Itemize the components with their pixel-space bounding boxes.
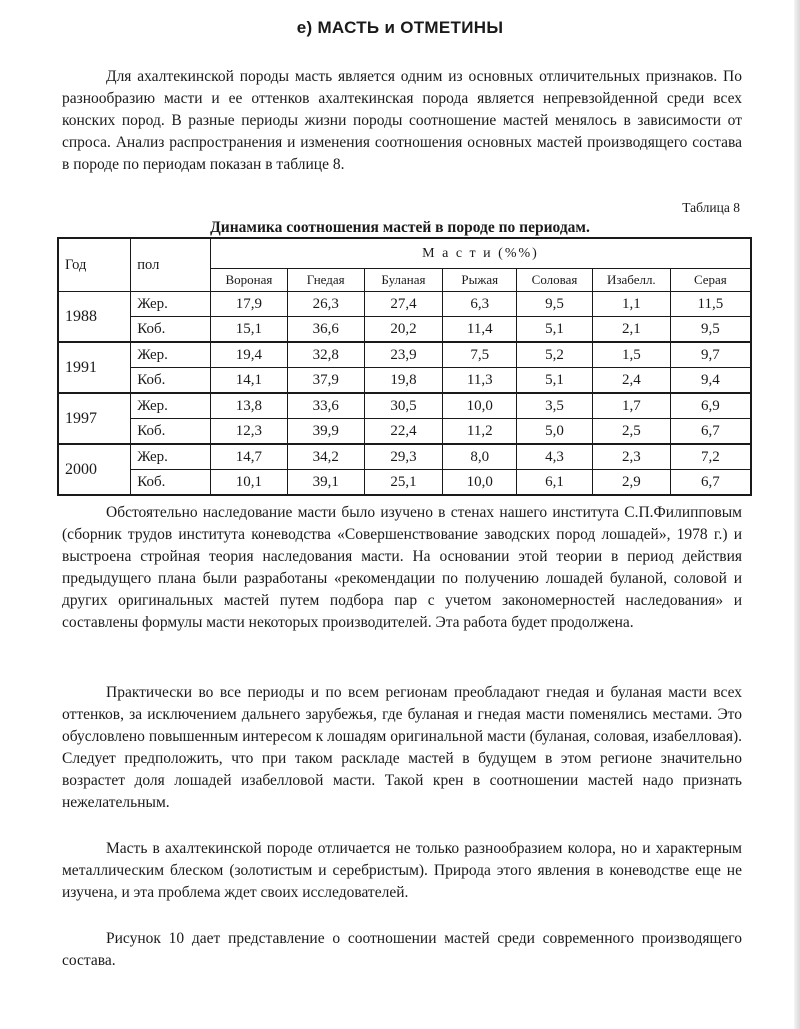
value-cell: 3,5 xyxy=(517,393,593,419)
value-cell: 6,7 xyxy=(670,419,751,445)
value-cell: 36,6 xyxy=(287,317,364,343)
table-row xyxy=(58,317,751,343)
value-cell: 9,7 xyxy=(670,342,751,368)
table-body xyxy=(58,292,751,496)
value-cell: 11,4 xyxy=(443,317,517,343)
value-cell: 19,4 xyxy=(211,342,288,368)
paragraph-prevalence: Практически во все периоды и по всем регионам преобладают гнедая и буланая масти всех оттенков, за исключением дальнего зарубежья, где буланая и гнедая масти поменялись местами. Это обусловлено повышенным интересом к лошадям оригинальной масти (буланая, соловая, изабелловая). Следует предположить, что при таком раскладе мастей в будущем в этом регионе значительно возрастет доля лошадей изабелловой масти. Такой крен в соотношении мастей надо признать нежелательным. xyxy=(62,684,742,811)
table-row xyxy=(58,368,751,394)
coat-color-table xyxy=(57,237,752,496)
value-cell: 1,7 xyxy=(592,393,670,419)
value-cell: 13,8 xyxy=(211,393,288,419)
value-cell: 14,1 xyxy=(211,368,288,394)
table-row xyxy=(58,292,751,317)
header-year: Год xyxy=(58,238,131,292)
table-number: Таблица 8 xyxy=(682,200,740,215)
header-colors-group: М а с т и (%%) xyxy=(211,238,752,269)
table-row xyxy=(58,470,751,496)
value-cell: 11,3 xyxy=(443,368,517,394)
value-cell: 10,0 xyxy=(443,393,517,419)
value-cell: 15,1 xyxy=(211,317,288,343)
sex-cell: Жер. xyxy=(131,292,211,317)
table-caption: Динамика соотношения мастей в породе по периодам. xyxy=(210,219,590,236)
header-color-3: Рыжая xyxy=(443,269,517,292)
value-cell: 5,1 xyxy=(517,317,593,343)
value-cell: 30,5 xyxy=(364,393,443,419)
table-row xyxy=(58,393,751,419)
page-edge-shadow xyxy=(794,0,800,1029)
value-cell: 10,0 xyxy=(443,470,517,496)
value-cell: 9,5 xyxy=(670,317,751,343)
sex-cell: Коб. xyxy=(131,368,211,394)
paragraph-inheritance: Обстоятельно наследование масти было изучено в стенах нашего института С.П.Филипповым (сборник трудов института коневодства «Совершенствование заводских пород лошадей», 1978 г.) и выстроена стройная теория наследования масти. На основании этой теории в период действия предыдущего плана были разработаны «рекомендации по получению лошадей буланой, соловой и других оригинальных мастей путем подбора пар с учетом закономерностей наследования» и составлены формулы масти некоторых производителей. Эта работа будет продолжена. xyxy=(62,504,742,631)
year-cell: 1997 xyxy=(58,393,131,444)
header-color-6: Серая xyxy=(670,269,751,292)
table-row xyxy=(58,419,751,445)
header-color-5: Изабелл. xyxy=(592,269,670,292)
value-cell: 33,6 xyxy=(287,393,364,419)
sex-cell: Жер. xyxy=(131,342,211,368)
value-cell: 19,8 xyxy=(364,368,443,394)
value-cell: 11,2 xyxy=(443,419,517,445)
table-row xyxy=(58,342,751,368)
value-cell: 2,5 xyxy=(592,419,670,445)
value-cell: 22,4 xyxy=(364,419,443,445)
value-cell: 20,2 xyxy=(364,317,443,343)
value-cell: 8,0 xyxy=(443,444,517,470)
paragraph-metallic-sheen: Масть в ахалтекинской породе отличается не только разнообразием колора, но и характерным металлическим блеском (золотистым и серебристым). Природа этого явления в коневодстве еще не изучена, и эта проблема ждет своих исследователей. xyxy=(62,840,742,901)
sex-cell: Коб. xyxy=(131,470,211,496)
value-cell: 27,4 xyxy=(364,292,443,317)
value-cell: 2,1 xyxy=(592,317,670,343)
value-cell: 34,2 xyxy=(287,444,364,470)
sex-cell: Жер. xyxy=(131,393,211,419)
value-cell: 37,9 xyxy=(287,368,364,394)
value-cell: 7,2 xyxy=(670,444,751,470)
section-title: е) МАСТЬ и ОТМЕТИНЫ xyxy=(296,18,504,37)
year-cell: 1988 xyxy=(58,292,131,343)
value-cell: 9,4 xyxy=(670,368,751,394)
value-cell: 4,3 xyxy=(517,444,593,470)
sex-cell: Жер. xyxy=(131,444,211,470)
value-cell: 6,7 xyxy=(670,470,751,496)
value-cell: 29,3 xyxy=(364,444,443,470)
value-cell: 2,3 xyxy=(592,444,670,470)
value-cell: 5,0 xyxy=(517,419,593,445)
paragraph-figure-reference: Рисунок 10 дает представление о соотношении мастей среди современного производящего состава. xyxy=(62,930,742,969)
header-color-1: Гнедая xyxy=(287,269,364,292)
value-cell: 10,1 xyxy=(211,470,288,496)
value-cell: 17,9 xyxy=(211,292,288,317)
value-cell: 5,1 xyxy=(517,368,593,394)
header-color-0: Вороная xyxy=(211,269,288,292)
value-cell: 7,5 xyxy=(443,342,517,368)
value-cell: 11,5 xyxy=(670,292,751,317)
value-cell: 23,9 xyxy=(364,342,443,368)
value-cell: 39,9 xyxy=(287,419,364,445)
intro-paragraph: Для ахалтекинской породы масть является одним из основных отличительных признаков. По разнообразию масти и ее оттенков ахалтекинская порода является непревзойденной среди всех конских пород. В разные периоды жизни породы соотношение мастей менялось в зависимости от спроса. Анализ распространения и изменения соотношения основных мастей производящего состава в породе по периодам показан в таблице 8. xyxy=(62,68,742,173)
value-cell: 14,7 xyxy=(211,444,288,470)
sex-cell: Коб. xyxy=(131,317,211,343)
header-sex: пол xyxy=(131,238,211,292)
year-cell: 1991 xyxy=(58,342,131,393)
table-row xyxy=(58,444,751,470)
value-cell: 32,8 xyxy=(287,342,364,368)
value-cell: 6,1 xyxy=(517,470,593,496)
value-cell: 12,3 xyxy=(211,419,288,445)
value-cell: 1,5 xyxy=(592,342,670,368)
value-cell: 39,1 xyxy=(287,470,364,496)
header-color-4: Соловая xyxy=(517,269,593,292)
value-cell: 5,2 xyxy=(517,342,593,368)
value-cell: 9,5 xyxy=(517,292,593,317)
value-cell: 25,1 xyxy=(364,470,443,496)
year-cell: 2000 xyxy=(58,444,131,495)
value-cell: 2,4 xyxy=(592,368,670,394)
value-cell: 6,3 xyxy=(443,292,517,317)
header-color-2: Буланая xyxy=(364,269,443,292)
value-cell: 1,1 xyxy=(592,292,670,317)
value-cell: 26,3 xyxy=(287,292,364,317)
value-cell: 2,9 xyxy=(592,470,670,496)
value-cell: 6,9 xyxy=(670,393,751,419)
sex-cell: Коб. xyxy=(131,419,211,445)
table-header xyxy=(58,238,751,292)
